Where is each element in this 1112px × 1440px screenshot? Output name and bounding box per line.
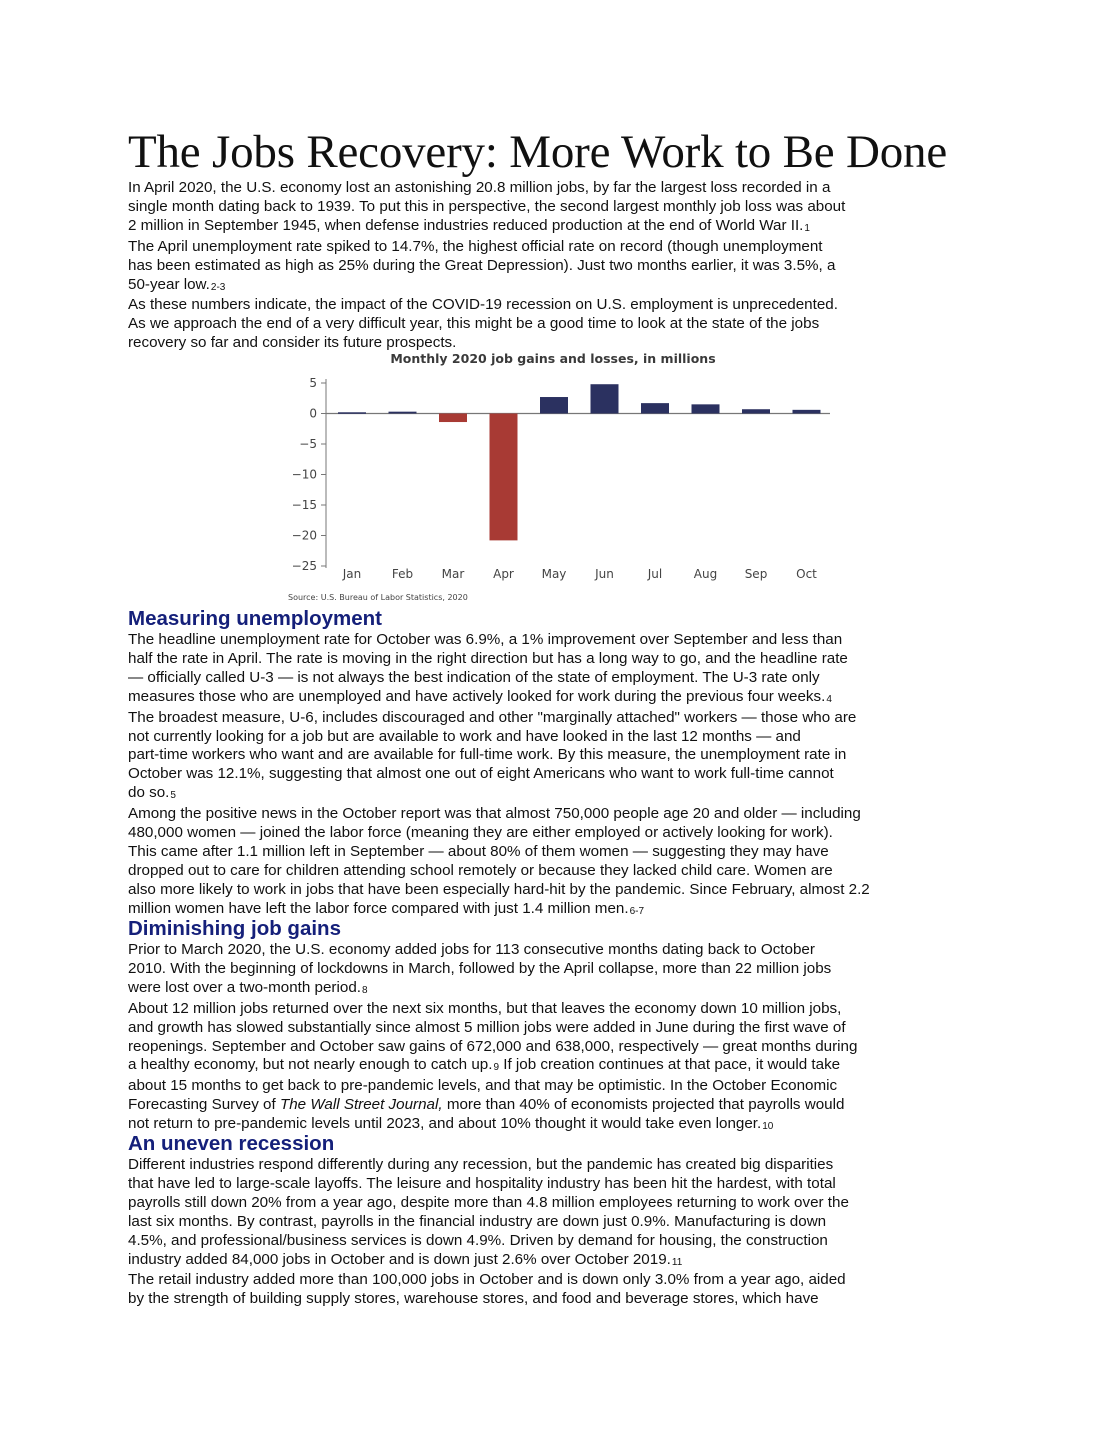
x-tick-label: Apr — [493, 567, 514, 581]
bar-sep — [742, 409, 770, 413]
bar-jul — [641, 403, 669, 413]
section-heading-diminishing-job-gains: Diminishing job gains — [128, 917, 341, 940]
job-gains-bar-chart — [270, 346, 850, 608]
x-tick-label: May — [541, 567, 567, 581]
text-line: also more likely to work in jobs that have been especially hard-hit by the pandemic. Since February, almost 2.2 — [128, 880, 870, 898]
footnote-marker: 5 — [170, 790, 176, 802]
text-line: The headline unemployment rate for October was 6.9%, a 1% improvement over September and less than — [128, 631, 843, 648]
text-line: October was 12.1%, suggesting that almost one out of eight Americans who want to work full-time cannot — [128, 765, 834, 783]
text-line: by the strength of building supply stores, warehouse stores, and food and beverage stores, which have — [128, 1290, 819, 1308]
chart-title: Monthly 2020 job gains and losses, in millions — [390, 351, 716, 366]
text-line: last six months. By contrast, payrolls in the financial industry are down just 0.9%. Manufacturing is down — [128, 1212, 827, 1230]
text-line: 2010. With the beginning of lockdowns in March, followed by the April collapse, more than 22 million jobs — [128, 959, 832, 977]
bar-apr — [490, 414, 518, 541]
text-line: 2 million in September 1945, when defense industries reduced production at the end of World War II.$^1$ — [128, 216, 810, 234]
bar-may — [540, 397, 568, 413]
footnote-marker: 1 — [804, 222, 810, 234]
text-line: about 15 months to get back to pre-pandemic levels, and that may be optimistic. In the October Economic — [128, 1077, 838, 1095]
text-line: As we approach the end of a very difficult year, this might be a good time to look at the state of the jobs — [128, 315, 820, 333]
text-line: dropped out to care for children attending school remotely or because they lacked child care. Women are — [128, 861, 833, 879]
bar-mar — [439, 414, 467, 423]
section-3-text — [128, 1156, 948, 1309]
text-line: reopenings. September and October saw gains of 672,000 and 638,000, respectively — great months during — [128, 1037, 858, 1055]
bar-jun — [591, 384, 619, 413]
section-1-text — [128, 631, 948, 921]
publication-title: The Wall Street Journal, — [279, 1096, 443, 1114]
page-title: The Jobs Recovery: More Work to Be Done — [128, 126, 948, 178]
text-line: single month dating back to 1939. To put this in perspective, the second largest monthly job loss was about — [128, 197, 846, 215]
text-line: industry added 84,000 jobs in October and is down just 2.6% over October 2019.11 — [128, 1250, 683, 1268]
text-line: Among the positive news in the October report was that almost 750,000 people age 20 and older — including — [128, 805, 861, 823]
text-line: half the rate in April. The rate is moving in the right direction but has a long way to go, and the headline rate — [128, 649, 848, 667]
text-line: Forecasting Survey of The Wall Street Journal, more than 40% of economists projected that payrolls would — [128, 1096, 845, 1114]
text-line: 4.5%, and professional/business services is down 4.9%. Driven by demand for housing, the construction — [128, 1231, 828, 1249]
text-line: were lost over a two-month period.$^8$ — [128, 978, 368, 996]
footnote-marker: 10 — [762, 1121, 774, 1133]
intro-paragraph-1 — [128, 179, 948, 238]
text-line: recovery so far and consider its future prospects. — [128, 334, 457, 352]
x-tick-label: Jul — [647, 567, 663, 581]
text-line: measures those who are unemployed and have actively looked for work during the previous four weeks.$^4$ — [128, 687, 832, 705]
text-line: 50-year low.$^{2-3}$ — [128, 275, 226, 293]
text-line: not return to pre-pandemic levels until 2023, and about 10% thought it would take even longer.$^{10}$ — [128, 1115, 774, 1133]
text-line: Different industries respond differently during any recession, but the pandemic has created big disparities — [128, 1156, 834, 1173]
section-2-text — [128, 941, 948, 1136]
bar-aug — [692, 404, 720, 413]
section-heading-measuring-unemployment: Measuring unemployment — [128, 607, 383, 630]
paragraph — [128, 1000, 948, 1136]
x-tick-label: Aug — [693, 567, 718, 581]
y-tick-label: −5 — [299, 437, 317, 451]
intro-paragraph-2 — [128, 238, 948, 297]
paragraph — [128, 941, 948, 1000]
y-tick-label: −15 — [291, 498, 317, 512]
paragraph — [128, 805, 948, 920]
footnote-marker: 9 — [493, 1062, 500, 1074]
text-line: This came after 1.1 million left in September — about 80% of them women — suggesting they may have — [128, 842, 829, 860]
y-tick-label: −20 — [291, 528, 317, 543]
chart-source: Source: U.S. Bureau of Labor Statistics, 2020 — [288, 593, 468, 602]
text-line: part-time workers who want and are available for full-time work. By this measure, the unemployment rate in — [128, 746, 847, 764]
x-tick-label: Oct — [796, 567, 817, 581]
text-line: In April 2020, the U.S. economy lost an astonishing 20.8 million jobs, by far the largest loss recorded in a — [128, 179, 831, 196]
y-tick-label: −25 — [291, 559, 317, 573]
y-tick-label: 5 — [309, 376, 317, 390]
footnote-marker: 8 — [361, 984, 368, 996]
x-tick-label: Mar — [441, 567, 465, 581]
x-tick-label: Jan — [342, 567, 362, 581]
text-line: The broadest measure, U-6, includes discouraged and other "marginally attached" workers — those who are — [128, 708, 857, 726]
text-line: do so.$^5$ — [128, 784, 176, 802]
x-tick-label: Feb — [391, 567, 414, 581]
bar-feb — [389, 412, 417, 414]
section-heading-uneven-recession: An uneven recession — [128, 1132, 335, 1155]
footnote-marker: 6-7 — [629, 905, 645, 917]
text-line: and growth has slowed substantially since almost 5 million jobs were added in June during the first wave of — [128, 1018, 846, 1036]
intro-paragraph-3 — [128, 296, 948, 353]
paragraph — [128, 1271, 948, 1309]
text-line: The April unemployment rate spiked to 14.7%, the highest official rate on record (though unemployment — [128, 237, 823, 255]
footnote-marker: 11 — [671, 1256, 683, 1268]
text-line: Prior to March 2020, the U.S. economy added jobs for 113 consecutive months dating back to October — [128, 941, 815, 958]
bar-jan — [338, 412, 366, 414]
x-tick-label: Sep — [744, 567, 768, 581]
footnote-marker: 4 — [826, 693, 832, 705]
text-line: million women have left the labor force compared with just 1.4 million men.$^{6-7}$ — [128, 899, 645, 917]
chart-bars — [338, 384, 821, 540]
text-line: that have led to large-scale layoffs. The leisure and hospitality industry has been hit the hardest, with total — [128, 1174, 836, 1192]
text-line: 480,000 women — joined the labor force (meaning they are either employed or actively looking for work). — [128, 824, 833, 842]
intro-text — [128, 179, 948, 353]
text-line: The retail industry added more than 100,000 jobs in October and is down only 3.0% from a year ago, aided — [128, 1271, 846, 1289]
text-line: About 12 million jobs returned over the next six months, but that leaves the economy down 10 million jobs, — [128, 999, 842, 1017]
footnote-marker: 2-3 — [210, 281, 226, 293]
bar-oct — [793, 410, 821, 414]
x-tick-label: Jun — [595, 567, 614, 581]
paragraph — [128, 709, 948, 806]
text-line: — officially called U-3 — is not always the best indication of the state of employment. The U-3 rate only — [128, 668, 820, 686]
text-line: has been estimated as high as 25% during the Great Depression). Just two months earlier, it was 3.5%, a — [128, 256, 836, 274]
y-tick-label: −10 — [291, 467, 317, 482]
text-line: a healthy economy, but not nearly enough to catch up.$^9$ If job creation continues at that pace, it would take — [128, 1056, 841, 1074]
paragraph — [128, 1156, 948, 1271]
paragraph — [128, 631, 948, 709]
chart-x-labels — [342, 567, 817, 581]
text-line: not currently looking for a job but are available to work and have looked in the last 12 months — and — [128, 727, 801, 745]
text-line: As these numbers indicate, the impact of the COVID-19 recession on U.S. employment is unprecedented. — [128, 296, 838, 314]
text-line: payrolls still down 20% from a year ago, despite more than 4.8 million employees returning to work over the — [128, 1193, 849, 1211]
y-tick-label: 0 — [309, 406, 317, 421]
